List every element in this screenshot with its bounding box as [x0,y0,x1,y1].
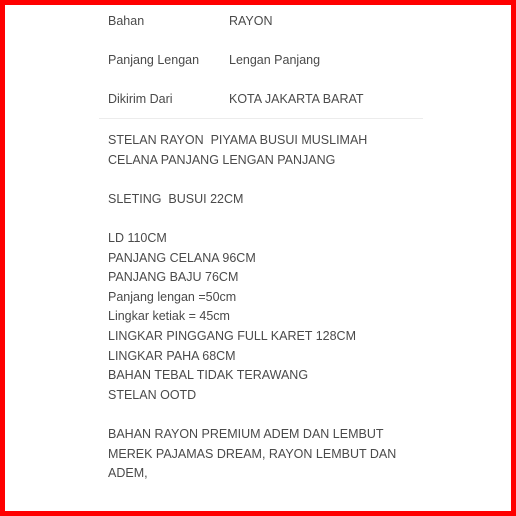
product-description: STELAN RAYON PIYAMA BUSUI MUSLIMAH CELANA PANJANG LENGAN PANJANG SLETING BUSUI 22CM LD 110CM PANJANG CELANA 96CM PANJANG BAJU 76CM Panjang lengan =50cm Lingkar ketiak = 45cm LINGKAR PINGGANG FULL KARET 128CM LINGKAR PAHA 68CM BAHAN TEBAL TIDAK TERAWANG STELAN OOTD BAHAN RAYON PREMIUM ADEM DAN LEMBUT MEREK PAJAMAS DREAM, RAYON LEMBUT DAN ADEM, [108,133,397,481]
spec-label: Bahan [108,14,145,28]
spec-value: RAYON [229,14,273,28]
spec-label: Panjang Lengan [108,53,200,67]
spec-value: KOTA JAKARTA BARAT [229,92,364,106]
spec-value: Lengan Panjang [229,53,321,67]
spec-row-bahan [108,11,428,31]
spec-label: Dikirim Dari [108,92,173,106]
spec-row-dikirim-dari [108,89,428,109]
spec-row-panjang-lengan [108,50,428,70]
section-divider [99,118,423,119]
